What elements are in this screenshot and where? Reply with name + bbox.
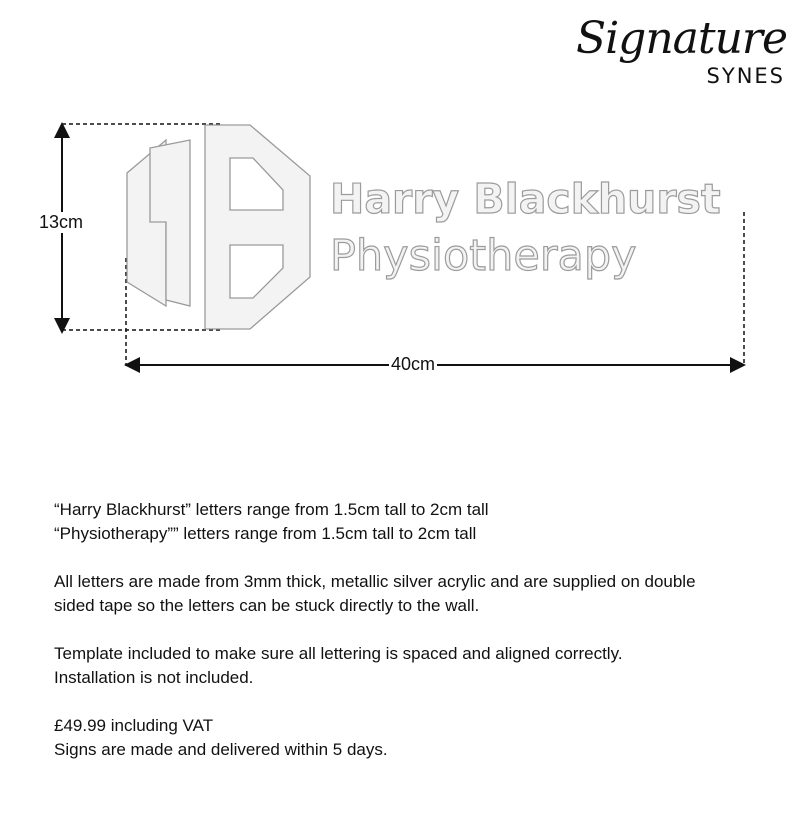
note-line: Template included to make sure all lettering is spaced and aligned correctly. — [54, 644, 623, 663]
note-line: All letters are made from 3mm thick, metallic silver acrylic and are supplied on double — [54, 572, 696, 591]
note-line: Installation is not included. — [54, 668, 254, 687]
width-label: 40cm — [391, 354, 436, 374]
sign-line-2: Physiotherapy — [330, 231, 637, 281]
monogram-logo — [127, 125, 310, 329]
brand-script: Signature — [575, 13, 787, 64]
sign-line-1: Harry Blackhurst — [330, 175, 721, 223]
brand-subtitle: SYNES — [706, 64, 785, 88]
sign-wordmark — [330, 175, 721, 281]
note-line: “Physiotherapy”” letters range from 1.5cm tall to 2cm tall — [54, 524, 477, 543]
height-label: 13cm — [39, 212, 84, 232]
delivery-line: Signs are made and delivered within 5 days. — [54, 740, 388, 759]
note-line: sided tape so the letters can be stuck directly to the wall. — [54, 596, 480, 615]
note-line: “Harry Blackhurst” letters range from 1.5cm tall to 2cm tall — [54, 500, 489, 519]
price-line: £49.99 including VAT — [54, 716, 214, 735]
product-notes — [54, 498, 774, 762]
